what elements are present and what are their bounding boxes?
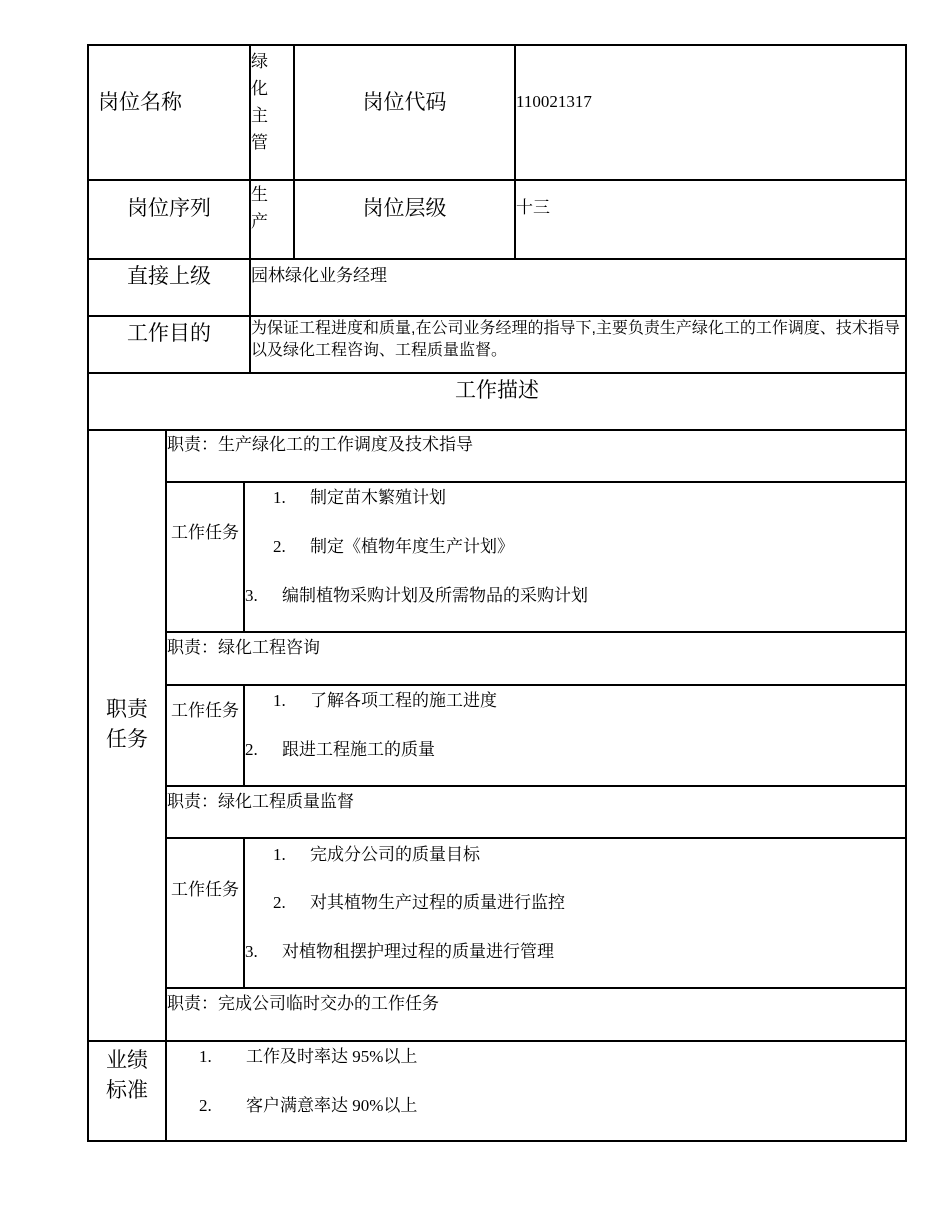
row-divider (87, 315, 907, 317)
task-number: 2. (273, 893, 286, 912)
task-number: 3. (245, 942, 258, 961)
task-text: 编制植物采购计划及所需物品的采购计划 (282, 586, 588, 605)
row-divider (87, 1040, 907, 1042)
level-label: 岗位层级 (362, 196, 447, 220)
row-divider (87, 179, 907, 181)
duty-title: 职责：绿化工程质量监督 (167, 792, 354, 811)
task-text: 制定苗木繁殖计划 (310, 488, 446, 507)
performance-label: 业绩标准 (106, 1048, 148, 1102)
duty-title: 职责：生产绿化工的工作调度及技术指导 (167, 435, 473, 454)
task-number: 2. (245, 740, 258, 759)
standard-number: 1. (199, 1047, 212, 1066)
col-divider (243, 684, 245, 787)
col-divider (293, 44, 295, 260)
purpose-label: 工作目的 (127, 321, 211, 345)
standard-text: 工作及时率达 95%以上 (246, 1047, 418, 1066)
task-number: 1. (273, 691, 286, 710)
col-divider (514, 44, 516, 260)
table-border-top (87, 44, 907, 46)
task-number: 1. (273, 845, 286, 864)
description-title: 工作描述 (455, 378, 539, 402)
duty-title: 职责：完成公司临时交办的工作任务 (167, 994, 439, 1013)
row-divider (87, 258, 907, 260)
sequence-value: 生产 (251, 185, 268, 231)
duty-divider (165, 481, 907, 483)
position-code-value: 110021317 (516, 92, 592, 111)
duties-label: 职责任务 (106, 697, 148, 751)
duty-divider (165, 684, 907, 686)
row-divider (87, 372, 907, 374)
task-text: 跟进工程施工的质量 (282, 740, 435, 759)
duty-divider (165, 631, 907, 633)
position-name-label: 岗位名称 (98, 90, 182, 114)
task-text: 完成分公司的质量目标 (310, 845, 480, 864)
task-text: 对植物租摆护理过程的质量进行管理 (282, 942, 554, 961)
table-border-right (905, 44, 907, 1142)
position-code-label: 岗位代码 (362, 90, 447, 114)
level-value: 十三 (516, 198, 550, 217)
sequence-label: 岗位序列 (127, 196, 211, 220)
duty-title: 职责：绿化工程咨询 (167, 638, 320, 657)
col-divider (243, 837, 245, 989)
purpose-value: 为保证工程进度和质量,在公司业务经理的指导下,主要负责生产绿化工的工作调度、技术指导以及绿化工程咨询、工程质量监督。 (251, 320, 900, 359)
duty-divider (165, 987, 907, 989)
task-number: 2. (273, 537, 286, 556)
standard-text: 客户满意率达 90%以上 (246, 1096, 418, 1115)
superior-label: 直接上级 (127, 264, 211, 288)
row-divider (87, 429, 907, 431)
task-text: 了解各项工程的施工进度 (310, 691, 497, 710)
task-label: 工作任务 (171, 701, 239, 720)
superior-value: 园林绿化业务经理 (251, 266, 387, 285)
task-text: 对其植物生产过程的质量进行监控 (310, 893, 565, 912)
position-name-value: 绿化主管 (251, 52, 268, 152)
task-number: 1. (273, 488, 286, 507)
task-label: 工作任务 (171, 523, 239, 542)
table-border-bottom (87, 1140, 907, 1142)
task-number: 3. (245, 586, 258, 605)
duty-divider (165, 785, 907, 787)
duty-divider (165, 837, 907, 839)
task-text: 制定《植物年度生产计划》 (310, 537, 514, 556)
task-label: 工作任务 (171, 880, 239, 899)
standard-number: 2. (199, 1096, 212, 1115)
col-divider (243, 481, 245, 633)
